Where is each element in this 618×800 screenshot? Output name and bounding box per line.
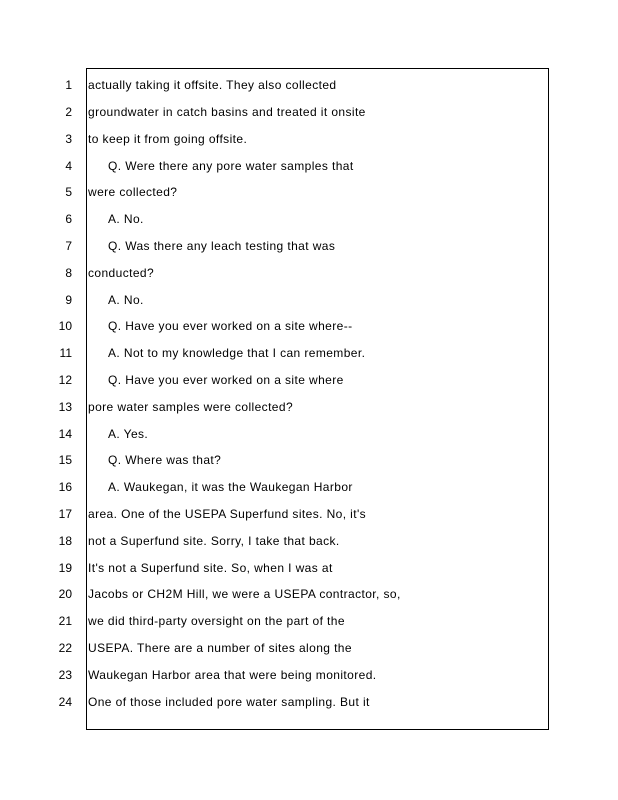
transcript-line [0, 155, 618, 177]
line-text: pore water samples were collected? [88, 400, 294, 414]
transcript-line [0, 423, 618, 445]
transcript-line [0, 664, 618, 686]
line-text: Jacobs or CH2M Hill, we were a USEPA contractor, so, [88, 587, 401, 601]
transcript-line [0, 691, 618, 713]
line-text: to keep it from going offsite. [88, 132, 248, 146]
transcript-line [0, 557, 618, 579]
line-text: A. Waukegan, it was the Waukegan Harbor [108, 480, 353, 494]
transcript-line [0, 369, 618, 391]
transcript-line [0, 637, 618, 659]
line-text: A. No. [108, 212, 144, 226]
line-text: groundwater in catch basins and treated it onsite [88, 105, 366, 119]
line-number: 8 [65, 266, 72, 280]
transcript-line [0, 530, 618, 552]
line-text: not a Superfund site. Sorry, I take that back. [88, 534, 340, 548]
transcript-line [0, 235, 618, 257]
line-text: were collected? [88, 185, 178, 199]
line-number: 13 [58, 400, 72, 414]
line-number: 19 [58, 561, 72, 575]
line-text: Q. Were there any pore water samples that [108, 159, 354, 173]
transcript-line [0, 181, 618, 203]
transcript-line [0, 74, 618, 96]
line-number: 21 [58, 614, 72, 628]
line-number: 17 [58, 507, 72, 521]
transcript-line [0, 396, 618, 418]
transcript-line [0, 262, 618, 284]
line-number: 11 [59, 346, 72, 360]
line-number: 9 [65, 293, 72, 307]
line-number: 7 [65, 239, 72, 253]
line-number: 16 [58, 480, 72, 494]
transcript-line [0, 208, 618, 230]
line-number: 4 [65, 159, 72, 173]
line-number: 22 [58, 641, 72, 655]
line-number: 20 [58, 587, 72, 601]
transcript-line [0, 101, 618, 123]
line-text: conducted? [88, 266, 155, 280]
line-number: 15 [58, 453, 72, 467]
line-text: A. No. [108, 293, 144, 307]
line-text: Q. Have you ever worked on a site where [108, 373, 344, 387]
line-text: Q. Have you ever worked on a site where-- [108, 319, 353, 333]
transcript-line [0, 128, 618, 150]
line-text: Q. Where was that? [108, 453, 222, 467]
line-number: 6 [65, 212, 72, 226]
transcript-line [0, 315, 618, 337]
line-number: 24 [58, 695, 72, 709]
line-text: A. Not to my knowledge that I can remember. [108, 346, 366, 360]
line-number: 1 [65, 78, 72, 92]
line-number: 2 [65, 105, 72, 119]
line-number: 14 [58, 427, 72, 441]
line-number: 12 [58, 373, 72, 387]
transcript-line [0, 476, 618, 498]
transcript-line [0, 449, 618, 471]
line-text: Waukegan Harbor area that were being monitored. [88, 668, 377, 682]
line-text: It's not a Superfund site. So, when I was at [88, 561, 333, 575]
transcript-line [0, 342, 618, 364]
transcript-line [0, 583, 618, 605]
line-text: area. One of the USEPA Superfund sites. No, it's [88, 507, 367, 521]
line-number: 23 [58, 668, 72, 682]
line-text: USEPA. There are a number of sites along the [88, 641, 352, 655]
line-text: A. Yes. [108, 427, 149, 441]
line-text: Q. Was there any leach testing that was [108, 239, 336, 253]
line-number: 18 [58, 534, 72, 548]
line-number: 3 [65, 132, 72, 146]
transcript-line [0, 289, 618, 311]
transcript-line [0, 503, 618, 525]
line-number: 10 [58, 319, 72, 333]
line-text: One of those included pore water sampling. But it [88, 695, 370, 709]
transcript-line [0, 610, 618, 632]
line-number: 5 [65, 185, 72, 199]
line-text: we did third-party oversight on the part of the [88, 614, 345, 628]
line-text: actually taking it offsite. They also collected [88, 78, 337, 92]
